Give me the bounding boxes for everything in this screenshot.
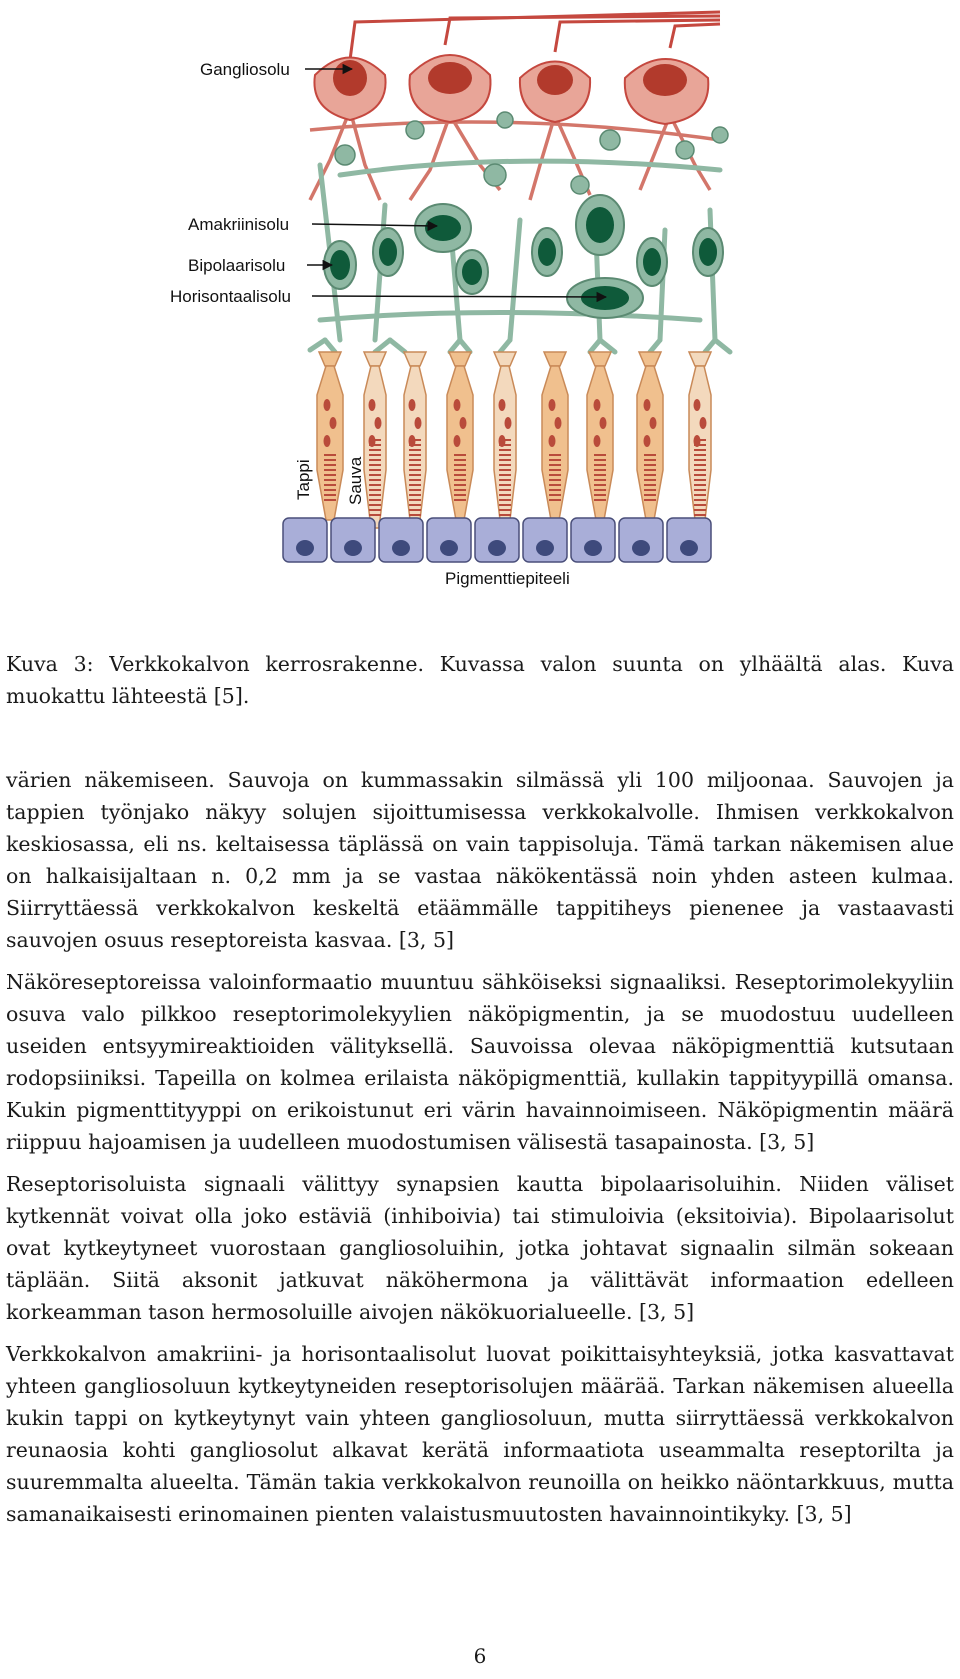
bipolar-cell — [637, 238, 667, 286]
amacrine-cell — [576, 195, 624, 255]
bipolar-cell — [532, 228, 562, 276]
rod-cell — [364, 352, 386, 528]
pigment-cell — [283, 518, 327, 562]
pigment-cell — [571, 518, 615, 562]
cone-cell — [587, 352, 613, 520]
figure-caption: Kuva 3: Verkkokalvon kerrosrakenne. Kuvassa valon suunta on ylhäältä alas. Kuva muokattu lähteestä [5]. — [6, 652, 954, 708]
rod-cell — [404, 352, 426, 528]
label-rod: Sauva — [346, 456, 365, 505]
ganglion-cell — [520, 62, 590, 123]
label-horizontal: Horisontaalisolu — [170, 287, 291, 306]
paragraph: värien näkemiseen. Sauvoja on kummassakin silmässä yli 100 miljoonaa. Sauvojen ja tappien työnjako näkyy solujen sijoittumisessa verkkokalvolle. Ihmisen verkkokalvon keskiosassa, eli ns. keltaisessa täplässä on vain tappisoluja. Tämä tarkan näkemisen alue on halkaisijaltaan n. 0,2 mm ja se vastaa näkökentässä noin yhden asteen kulmaa. Siirryttäessä verkkokalvon keskeltä etäämmälle tappitiheys pienenee ja vastaavasti sauvojen osuus reseptoreista kasvaa. [3, 5] — [6, 768, 954, 952]
horizontal-cell — [567, 278, 643, 318]
pigment-cell — [427, 518, 471, 562]
label-cone: Tappi — [294, 459, 313, 500]
ganglion-cells — [314, 55, 708, 124]
cone-cell — [447, 352, 473, 520]
paragraph: Verkkokalvon amakriini- ja horisontaalisolut luovat poikittaisyhteyksiä, jotka kasvattavat yhteen gangliosoluun kytkeytyneiden reseptorisolujen määrää. Tarkan näkemisen alueella kukin tappi on kytkeytynyt vain yhteen gangliosoluun, mutta siirryttäessä verkkokalvon reunaosia kohti gangliosolut alkavat kerätä informaatiota useammalta reseptorilta ja suuremmalta alueelta. Tämän takia verkkokalvon reunoilla on heikko näöntarkkuus, mutta samanaikaisesti erinomainen pienten valaistusmuutosten havainnointikyky. [3, 5] — [6, 1342, 954, 1526]
paragraph: Näköreseptoreissa valoinformaatio muuntuu sähköiseksi signaaliksi. Reseptorimolekyyliin osuva valo pilkkoo reseptorimolekyylien näköpigmentin, ja se muodostuu uudelleen useiden entsyymireaktioiden välityksellä. Sauvoissa olevaa näköpigmenttiä kutsutaan rodopsiiniksi. Tapeilla on kolmea erilaista näköpigmenttiä, kullakin tappityypillä omansa. Kukin pigmenttityyppi on erikoistunut eri värin havainnoimiseen. Näköpigmentin määrä riippuu hajoamisen ja uudelleen muodostumisen välisestä tasapainosta. [3, 5] — [6, 970, 954, 1154]
cone-cell — [542, 352, 568, 520]
pigment-cell — [475, 518, 519, 562]
ganglion-cell — [314, 58, 385, 121]
pigment-cell — [619, 518, 663, 562]
photoreceptors — [317, 352, 711, 528]
pigment-cell — [331, 518, 375, 562]
figure-labels — [170, 60, 606, 588]
cone-cell — [317, 352, 343, 520]
label-bipolar: Bipolaarisolu — [188, 256, 286, 275]
label-ganglion: Gangliosolu — [200, 60, 290, 79]
ganglion-axons — [350, 12, 720, 60]
page-number: 6 — [473, 1644, 487, 1668]
amacrine-cell — [415, 204, 471, 252]
rod-cell — [494, 352, 516, 528]
body-text — [6, 764, 954, 1540]
pigment-cell — [523, 518, 567, 562]
pigment-cell — [379, 518, 423, 562]
retina-layers-figure — [160, 0, 800, 640]
ganglion-cell — [625, 59, 709, 124]
rod-cell — [689, 352, 711, 528]
paragraph: Reseptorisoluista signaali välittyy synapsien kautta bipolaarisoluihin. Niiden väliset kytkennät voivat olla joko estäviä (inhiboivia) tai stimuloivia (eksitoivia). Bipolaarisolut ovat kytkeytyneet vuorostaan gangliosoluihin, jotka johtavat signaalin silmän sokeaan täplään. Siitä aksonit jatkuvat näköhermona ja välittävät informaation edelleen korkeamman tason hermosoluille aivojen näkökuorialueelle. [3, 5] — [6, 1172, 954, 1324]
bipolar-cell — [456, 250, 488, 294]
pigment-epithelium — [283, 518, 711, 562]
bipolar-cell — [373, 228, 403, 276]
label-pigment: Pigmenttiepiteeli — [445, 569, 570, 588]
bipolar-cell — [693, 228, 723, 276]
label-amacrine: Amakriinisolu — [188, 215, 290, 234]
ganglion-cell — [410, 55, 491, 122]
pigment-cell — [667, 518, 711, 562]
cone-cell — [637, 352, 663, 520]
